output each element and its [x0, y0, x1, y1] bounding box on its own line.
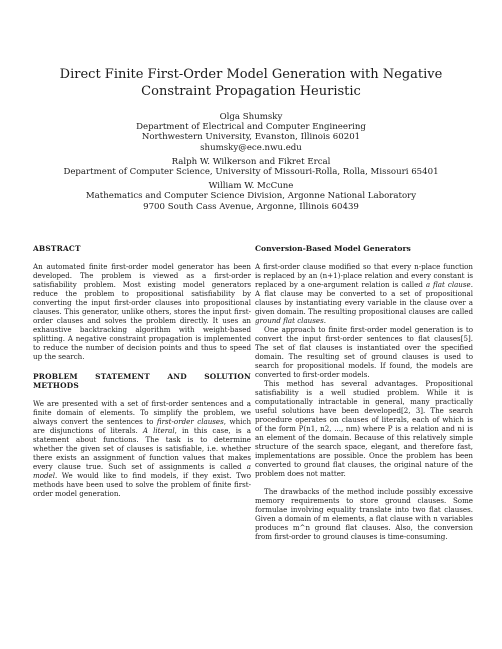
paragraph-drawbacks: The drawbacks of the method include possibly excessive memory requirements to store ground clauses. Some formulae involving equality translate into two flat clauses. Given a domain of m elements, a flat clause with n variables produces m^n ground flat clauses. Also, the conversion from first-order to ground clauses is time-consuming. — [255, 487, 473, 541]
left-column — [33, 244, 251, 498]
title-line-2: Constraint Propagation Heuristic — [141, 84, 361, 99]
author-affiliation: Department of Electrical and Computer Engineering — [136, 122, 366, 133]
author-name: William W. McCune — [208, 181, 294, 192]
problem-statement-heading: PROBLEM STATEMENT AND SOLUTION METHODS — [33, 372, 251, 390]
abstract-heading: ABSTRACT — [33, 244, 81, 253]
paper-title — [40, 66, 462, 100]
author-block — [10, 112, 492, 212]
paragraph-approach: One approach to finite first-order model generation is to convert the input first-order sentences to flat clauses[5]. The set of flat clauses is instantiated over the specified domain. The resulting set of ground clauses is used to search for propositional models. If found, the models are converted to first-order models. — [255, 325, 473, 379]
author-group-1 — [10, 112, 492, 153]
abstract-text: An automated finite first-order model generator has been developed. The problem is viewed as a first-order satisfiability problem. Most existing model generators reduce the problem to propositional satisfiability by converting the input first-order clauses into propositional clauses. This generator, unlike others, stores the input first-order clauses and solves the problem directly. It uses an exhaustive backtracking algorithm with weight-based splitting. A negative constraint propagation is implemented to reduce the number of decision points and thus to speed up the search. — [33, 262, 251, 361]
problem-statement-text: We are presented with a set of first-order sentences and a finite domain of elements. To simplify the problem, we always convert the sentences to first-order clauses, which are disjunctions of literals. A literal, in this case, is a statement about functions. The task is to determine whether the given set of clauses is satisfiable, i.e. whether there exists an assignment of function values that makes every clause true. Such set of assignments is called a model. We would like to find models, if they exist. Two methods have been used to solve the problem of finite first-order model generation. — [33, 399, 252, 498]
paragraph-advantages: This method has several advantages. Propositional satisfiability is a well studied problem. While it is computationally intractable in general, many practically useful solutions have been developed[2, 3]. The search procedure operates on clauses of literals, each of which is of the form P(n1, n2, ..., nm) where P is a relation and ni is an element of the domain. Because of this relatively simple structure of the search space, elegant, and therefore fast, implementations are possible. Once the problem has been converted to ground flat clauses, the original nature of the problem does not matter. — [255, 379, 473, 478]
title-line-1: Direct Finite First-Order Model Generation with Negative — [59, 67, 443, 82]
right-column — [255, 244, 473, 541]
author-address: 9700 South Cass Avenue, Argonne, Illinois 60439 — [143, 201, 359, 212]
author-affiliation: Department of Computer Science, University of Missouri-Rolla, Rolla, Missouri 65401 — [63, 167, 439, 178]
author-group-3 — [10, 181, 492, 212]
author-group-2 — [10, 157, 492, 177]
author-name: Olga Shumsky — [219, 112, 283, 122]
author-address: Northwestern University, Evanston, Illinois 60201 — [141, 132, 361, 143]
author-email: shumsky@ece.nwu.edu — [200, 142, 302, 153]
author-affiliation: Mathematics and Computer Science Division, Argonne National Laboratory — [85, 191, 417, 202]
author-name: Ralph W. Wilkerson and Fikret Ercal — [171, 156, 331, 167]
paragraph-flat-clause: A first-order clause modified so that every n-place function is replaced by an (n+1)-place relation and every constant is replaced by a one-argument relation is called a flat clause. A flat clause may be converted to a set of propositional clauses by instantiating every variable in the clause over a given domain. The resulting propositional clauses are called ground flat clauses. — [255, 262, 473, 325]
conversion-heading: Conversion-Based Model Generators — [255, 244, 411, 253]
